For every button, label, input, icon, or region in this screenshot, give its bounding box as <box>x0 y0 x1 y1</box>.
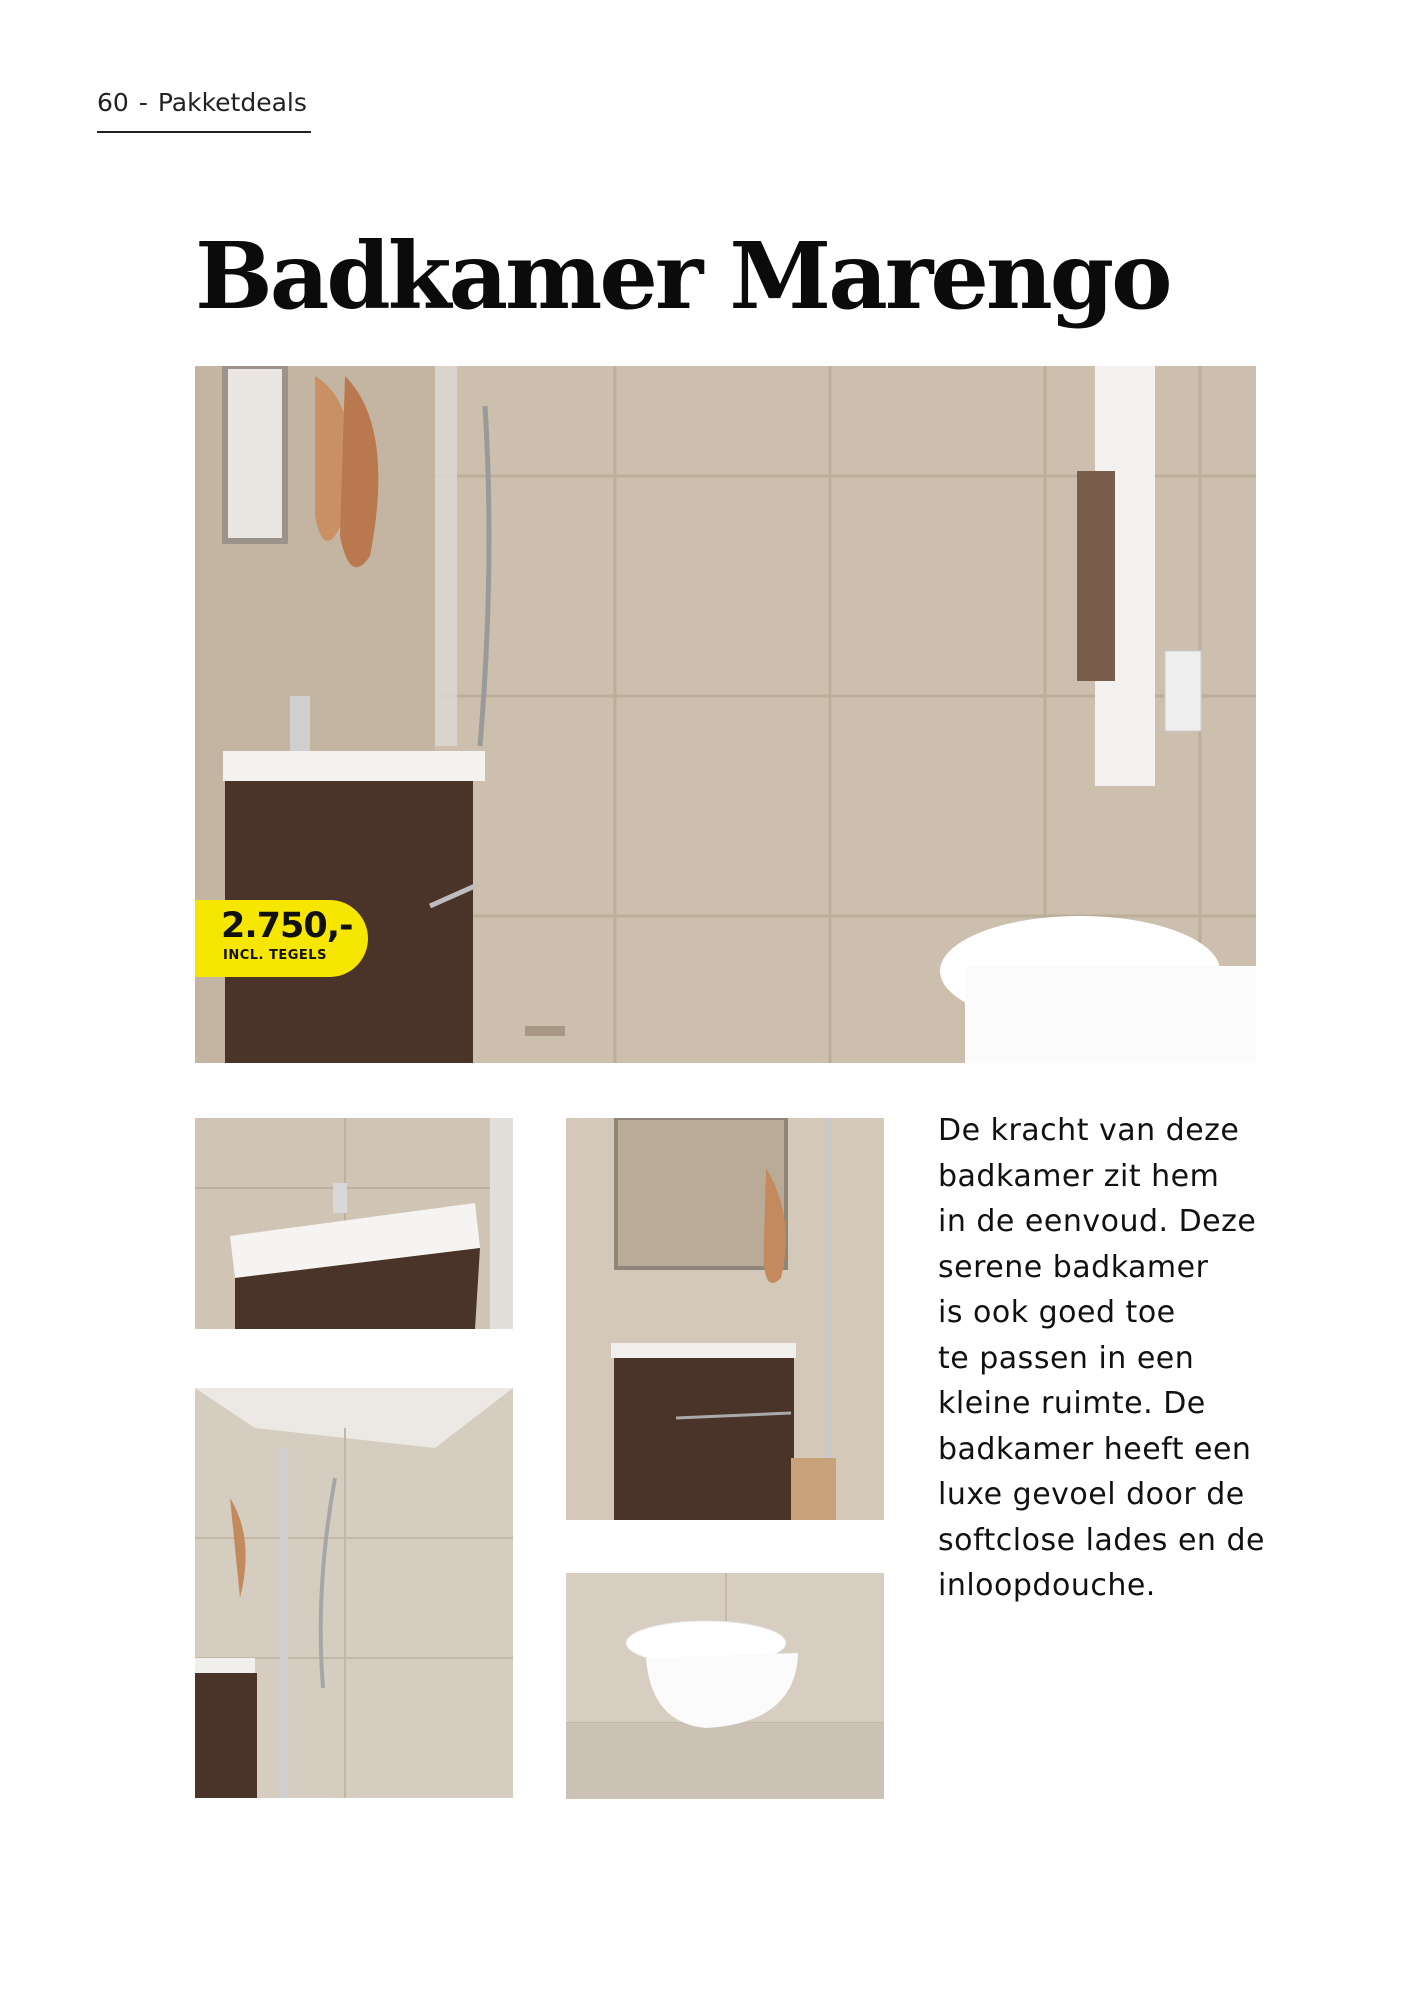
description-line: is ook goed toe <box>938 1295 1176 1330</box>
header-separator: - <box>138 88 148 117</box>
description-line: badkamer zit hem <box>938 1158 1220 1194</box>
description-line: in de eenvoud. Deze <box>938 1204 1257 1239</box>
page-header <box>97 88 311 133</box>
vanity-mirror-photo <box>566 1118 884 1520</box>
description-line: badkamer heeft een <box>938 1431 1252 1467</box>
description-line: softclose lades en de <box>938 1522 1265 1558</box>
description-line: inloopdouche. <box>938 1568 1156 1603</box>
page-title: Badkamer Marengo <box>195 222 1170 330</box>
shower-overview-photo <box>195 1388 513 1798</box>
price-badge <box>195 900 368 977</box>
price-amount: 2.750,- <box>221 906 353 946</box>
wall-toilet-photo <box>566 1573 884 1799</box>
description-line: te passen in een <box>938 1340 1195 1376</box>
page-number: 60 <box>97 88 129 117</box>
description-line: kleine ruimte. De <box>938 1386 1206 1421</box>
description-line: luxe gevoel door de <box>938 1477 1245 1512</box>
description <box>938 1108 1268 1609</box>
section-name: Pakketdeals <box>157 88 307 117</box>
description-line: serene badkamer <box>938 1249 1209 1285</box>
description-line: De kracht van deze <box>938 1113 1240 1148</box>
price-note: INCL. TEGELS <box>223 948 327 963</box>
washbasin-photo <box>195 1118 513 1329</box>
